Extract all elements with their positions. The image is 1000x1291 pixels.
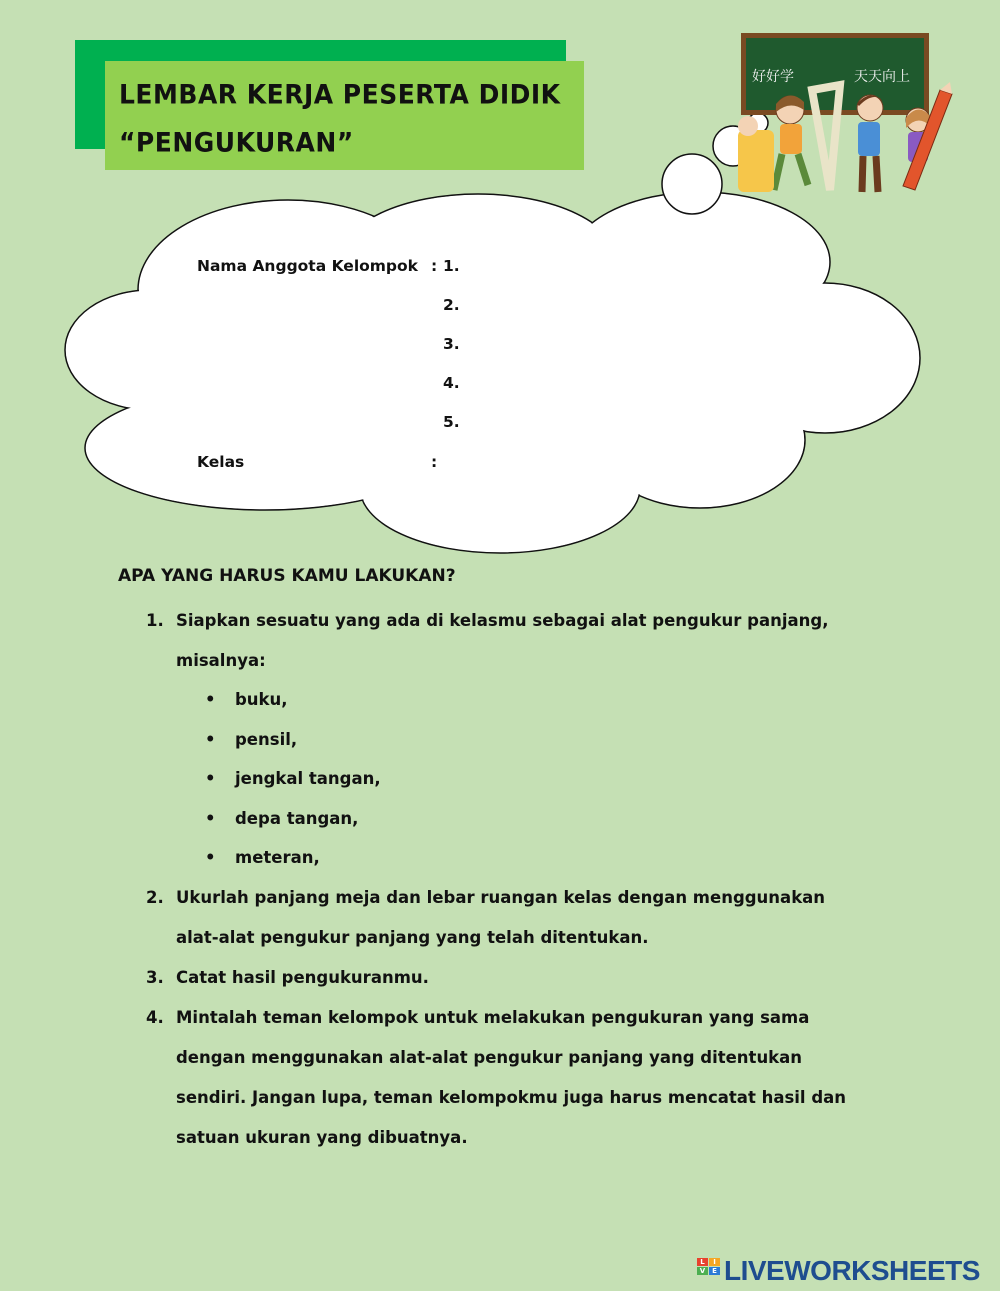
bullet-dot: • <box>205 690 216 709</box>
board-text-left: 好好学 <box>752 69 794 85</box>
class-colon: : <box>431 453 438 471</box>
step-line: Ukurlah panjang meja dan lebar ruangan kelas dengan menggunakan <box>176 888 826 907</box>
step-line: Mintalah teman kelompok untuk melakukan pengukuran yang sama <box>176 1008 810 1027</box>
bullet-dot: • <box>205 848 216 867</box>
step-number: 1. <box>146 611 164 630</box>
step-line: satuan ukuran yang dibuatnya. <box>176 1128 468 1147</box>
member-number-3: 3. <box>443 335 460 353</box>
member-number-2: 2. <box>443 296 460 314</box>
bullet-dot: • <box>205 809 216 828</box>
member-number-4: 4. <box>443 374 460 392</box>
bullet-dot: • <box>205 769 216 788</box>
member-number-5: 5. <box>443 413 460 431</box>
step-1 <box>146 601 906 681</box>
board-text-right: 天天向上 <box>854 69 910 85</box>
member-number-1: 1. <box>443 257 460 275</box>
step-line: sendiri. Jangan lupa, teman kelompokmu juga harus mencatat hasil dan <box>176 1088 847 1107</box>
students-illustration <box>730 80 960 205</box>
member-list-colon: : <box>431 257 438 275</box>
example-item: • meteran, <box>205 838 320 878</box>
step-number: 3. <box>146 968 164 987</box>
instructions-heading: APA YANG HARUS KAMU LAKUKAN? <box>118 566 456 586</box>
liveworksheets-logo-icon: L I V E <box>697 1258 721 1284</box>
step-2 <box>146 878 906 958</box>
liveworksheets-logo-text: LIVEWORKSHEETS <box>724 1255 980 1286</box>
step-line: Siapkan sesuatu yang ada di kelasmu sebagai alat pengukur panjang, <box>176 611 829 630</box>
thought-bubble-large <box>662 154 722 214</box>
step-number: 4. <box>146 1008 164 1027</box>
title-line-1: LEMBAR KERJA PESERTA DIDIK <box>119 79 561 110</box>
step-line: Catat hasil pengukuranmu. <box>176 968 429 987</box>
step-line: alat-alat pengukur panjang yang telah ditentukan. <box>176 928 649 947</box>
class-label: Kelas <box>197 453 245 471</box>
example-item: • buku, <box>205 680 288 720</box>
member-list-label: Nama Anggota Kelompok <box>197 257 418 275</box>
title-line-2: “PENGUKURAN” <box>119 127 354 158</box>
step-number: 2. <box>146 888 164 907</box>
step-line: dengan menggunakan alat-alat pengukur panjang yang ditentukan <box>176 1048 803 1067</box>
step-3 <box>146 958 906 998</box>
example-item: • pensil, <box>205 720 297 760</box>
example-item: • jengkal tangan, <box>205 759 381 799</box>
example-item: • depa tangan, <box>205 799 358 839</box>
bullet-dot: • <box>205 730 216 749</box>
liveworksheets-logo[interactable] <box>697 1255 980 1287</box>
step-4 <box>146 998 906 1158</box>
step-line: misalnya: <box>176 651 266 670</box>
